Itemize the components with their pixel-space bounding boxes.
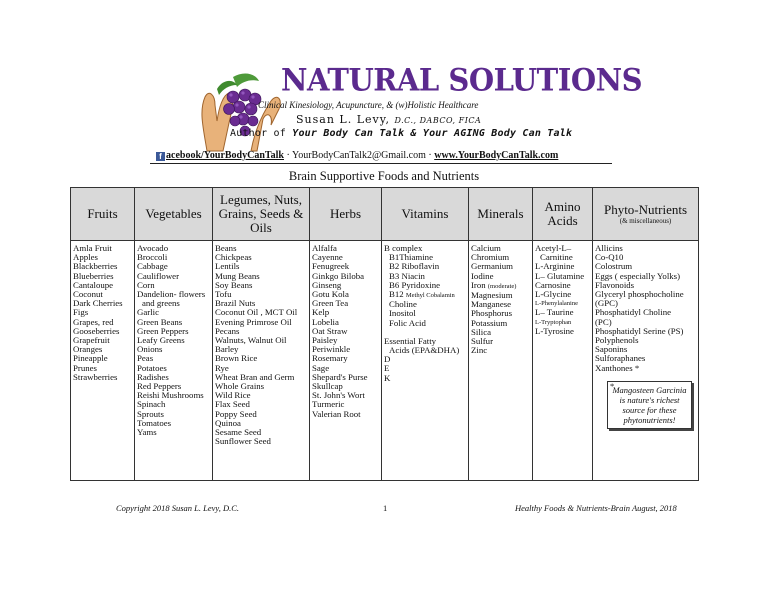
list-item: Leafy Greens bbox=[137, 335, 185, 346]
list-item: Peas bbox=[137, 353, 154, 364]
b-vitamin-list bbox=[384, 253, 466, 328]
phyto-nutrients-cell bbox=[593, 241, 699, 481]
list-item: L– Glutamine bbox=[535, 270, 585, 281]
list-item: Sesame Seed bbox=[215, 427, 262, 438]
author-prefix: Author of bbox=[230, 128, 286, 139]
list-item: Soy Beans bbox=[215, 279, 253, 290]
list-item: Red Peppers bbox=[137, 381, 182, 392]
list-item: Kelp bbox=[312, 307, 330, 318]
list-item: Oranges bbox=[73, 344, 103, 355]
list-item: Phosphorus bbox=[471, 308, 513, 319]
vitamin-name: Folic Acid bbox=[389, 317, 426, 328]
list-item: Flavonoids bbox=[595, 279, 635, 290]
vitamin-name: B2 Riboflavin bbox=[389, 261, 440, 272]
vitamin-name: Inositol bbox=[389, 308, 416, 319]
vitamin-name: B3 Niacin bbox=[389, 270, 425, 281]
iron-note: (moderate) bbox=[487, 282, 517, 290]
list-item: Radishes bbox=[137, 371, 169, 382]
list-item: Yams bbox=[137, 427, 157, 438]
footer-page-number: 1 bbox=[383, 503, 388, 513]
list-item: Grapefruit bbox=[73, 335, 110, 346]
list-item: and greens bbox=[142, 298, 180, 309]
list-item: Germanium bbox=[471, 261, 514, 272]
list-item: Sulforaphanes bbox=[595, 353, 646, 364]
list-item: Coconut bbox=[73, 289, 103, 300]
list-item: Turmeric bbox=[312, 399, 345, 410]
footer-copyright: Copyright 2018 Susan L. Levy, D.C. bbox=[116, 503, 240, 513]
phyto-list bbox=[595, 244, 696, 373]
col-header-amino-acids: Amino Acids bbox=[533, 188, 593, 241]
list-item: Phosphatidyl Serine (PS) bbox=[595, 325, 684, 336]
list-item: Oat Straw bbox=[312, 325, 348, 336]
list-item: Silica bbox=[471, 326, 492, 337]
footer-doc-name: Healthy Foods & Nutrients-Brain August, 2018 bbox=[515, 503, 677, 513]
person-credentials: D.C., DABCO, FICA bbox=[394, 116, 482, 125]
vitamin-tail-list bbox=[384, 355, 466, 383]
col-header-herbs: Herbs bbox=[310, 188, 382, 241]
author-line bbox=[230, 128, 572, 139]
vitamin-name: B1Thiamine bbox=[389, 252, 433, 263]
list-item: Lobelia bbox=[312, 316, 339, 327]
facebook-link[interactable]: acebook/YourBodyCanTalk bbox=[166, 150, 284, 161]
col-header-legumes: Legumes, Nuts, Grains, Seeds & Oils bbox=[213, 188, 310, 241]
list-item: Avocado bbox=[137, 243, 169, 253]
herbs-cell bbox=[310, 241, 382, 481]
list-item: Wheat Bran and Germ bbox=[215, 371, 295, 382]
foods-table bbox=[70, 187, 699, 481]
fruits-cell bbox=[71, 241, 135, 481]
tagline: Clinical Kinesiology, Acupuncture, & (w)Holistic Healthcare bbox=[258, 100, 479, 110]
list-item: L-Arginine bbox=[535, 261, 575, 272]
list-item: E bbox=[384, 363, 390, 374]
list-item: Carnosine bbox=[535, 279, 571, 290]
col-header-vegetables: Vegetables bbox=[135, 188, 213, 241]
list-item: Corn bbox=[137, 279, 155, 290]
minerals-cell bbox=[469, 241, 533, 481]
vitamins-cell bbox=[382, 241, 469, 481]
list-item: Chromium bbox=[471, 252, 510, 263]
list-item: Pineapple bbox=[73, 353, 108, 364]
list-item: Onions bbox=[137, 344, 163, 355]
list-item bbox=[384, 319, 466, 328]
list-item: Tofu bbox=[215, 289, 232, 300]
vitamin-name: Choline bbox=[389, 299, 417, 310]
website-link[interactable]: www.YourBodyCanTalk.com bbox=[434, 150, 559, 161]
list-item: (GPC) bbox=[595, 298, 618, 309]
list-item: Saponins bbox=[595, 344, 628, 355]
list-item: Carnitine bbox=[540, 252, 573, 263]
minerals-list bbox=[471, 244, 530, 281]
list-item: L-Glycine bbox=[535, 289, 572, 300]
list-item: Essential Fatty bbox=[384, 335, 437, 346]
list-item: Prunes bbox=[73, 362, 97, 373]
callout-text: Mangosteen Garcinia is nature's richest source for these phytonutrients! bbox=[612, 384, 687, 425]
list-item: Lentils bbox=[215, 261, 240, 272]
list-item: Eggs ( especially Yolks) bbox=[595, 270, 681, 281]
vitamin-name: B12 bbox=[389, 289, 404, 300]
list-item: Flax Seed bbox=[215, 399, 250, 410]
list-item: Reishi Mushrooms bbox=[137, 390, 204, 401]
list-item: Cabbage bbox=[137, 261, 168, 272]
list-item: Blueberries bbox=[73, 270, 114, 281]
list-item: Grapes, red bbox=[73, 316, 114, 327]
list-item: Fenugreek bbox=[312, 261, 350, 272]
list-item: Garlic bbox=[137, 307, 159, 318]
vitamin-note: Methyl Cobalamin bbox=[405, 292, 455, 300]
list-item: Mung Beans bbox=[215, 270, 260, 281]
list-item: Sunflower Seed bbox=[215, 436, 271, 447]
list-item: Acids (EPA&DHA) bbox=[389, 345, 460, 356]
list-item: Ginkgo Biloba bbox=[312, 270, 365, 281]
list-item: Green Tea bbox=[312, 298, 349, 309]
page-title: Brain Supportive Foods and Nutrients bbox=[288, 169, 480, 183]
iron-label: Iron bbox=[471, 279, 486, 290]
list-item: Coconut Oil , MCT Oil bbox=[215, 307, 298, 318]
list-item: Iodine bbox=[471, 270, 494, 281]
list-item: Acetyl-L– bbox=[535, 243, 572, 253]
list-item: Potassium bbox=[471, 317, 508, 328]
list-item: Whole Grains bbox=[215, 381, 265, 392]
list-item: Evening Primrose Oil bbox=[215, 316, 292, 327]
list-item: Phosphatidyl Choline bbox=[595, 307, 671, 318]
list-item: Chickpeas bbox=[215, 252, 252, 263]
list-item: Figs bbox=[73, 307, 89, 318]
list-item: Gooseberries bbox=[73, 325, 120, 336]
list-item: Polyphenols bbox=[595, 335, 639, 346]
list-item: L-Phenylalanine bbox=[535, 300, 578, 308]
list-item: Walnuts, Walnut Oil bbox=[215, 335, 287, 346]
person-line bbox=[296, 113, 481, 126]
logo bbox=[193, 67, 285, 153]
col-header-vitamins: Vitamins bbox=[382, 188, 469, 241]
separator: · bbox=[428, 150, 432, 161]
list-item: Glyceryl phosphocholine bbox=[595, 289, 684, 300]
list-item: Dandelion- flowers bbox=[137, 289, 206, 300]
list-item: Wild Rice bbox=[215, 390, 251, 401]
phyto-header-sub: (& miscellaneous) bbox=[619, 217, 672, 225]
list-item: Zinc bbox=[471, 345, 488, 356]
list-item: Rye bbox=[215, 362, 229, 373]
list-item: Apples bbox=[73, 252, 98, 263]
list-item: Potatoes bbox=[137, 362, 167, 373]
list-item: Valerian Root bbox=[312, 408, 361, 419]
vegetables-cell bbox=[135, 241, 213, 481]
col-header-fruits: Fruits bbox=[71, 188, 135, 241]
list-item: Tomatoes bbox=[137, 417, 172, 428]
list-item: L– Taurine bbox=[535, 307, 574, 318]
list-item: K bbox=[384, 372, 391, 383]
col-header-minerals: Minerals bbox=[469, 188, 533, 241]
table-header-row bbox=[71, 188, 699, 241]
list-item: Cauliflower bbox=[137, 270, 180, 281]
hands-grapes-icon bbox=[193, 67, 285, 153]
list-item: (PC) bbox=[595, 316, 612, 327]
facebook-icon: f bbox=[156, 152, 165, 161]
list-item: Manganese bbox=[471, 299, 512, 310]
list-item: Beans bbox=[215, 243, 237, 253]
list-item: Poppy Seed bbox=[215, 408, 257, 419]
col-header-phyto-nutrients bbox=[593, 188, 699, 241]
list-item: Rosemary bbox=[312, 353, 348, 364]
list-item: Periwinkle bbox=[312, 344, 351, 355]
legumes-cell bbox=[213, 241, 310, 481]
brand-name: NATURAL SOLUTIONS bbox=[281, 62, 643, 98]
list-item: L-Tyrosine bbox=[535, 325, 574, 336]
list-item: Co-Q10 bbox=[595, 252, 624, 263]
mangosteen-callout bbox=[607, 381, 692, 429]
phyto-header-title: Phyto-Nutrients bbox=[603, 202, 688, 217]
vitamin-name: B6 Pyridoxine bbox=[389, 279, 441, 290]
list-item: Barley bbox=[215, 344, 239, 355]
amino-acids-cell bbox=[533, 241, 593, 481]
list-item: Quinoa bbox=[215, 417, 241, 428]
callout-star: * bbox=[610, 380, 615, 391]
list-item: Xanthones * bbox=[595, 362, 640, 373]
list-item: Strawberries bbox=[73, 371, 118, 382]
list-item: Magnesium bbox=[471, 290, 513, 301]
list-item: Calcium bbox=[471, 243, 501, 253]
minerals-list-continued bbox=[471, 291, 530, 355]
list-item: Blackberries bbox=[73, 261, 118, 272]
list-item: Shepard's Purse bbox=[312, 371, 368, 382]
list-item: Cayenne bbox=[312, 252, 343, 263]
list-item: Sage bbox=[312, 362, 330, 373]
list-item: L-Tryptophan bbox=[535, 318, 572, 326]
list-item: Sulfur bbox=[471, 336, 493, 347]
email-link[interactable]: YourBodyCanTalk2@Gmail.com bbox=[291, 150, 426, 161]
list-item: D bbox=[384, 354, 391, 365]
list-item: Spinach bbox=[137, 399, 166, 410]
list-item: St. John's Wort bbox=[312, 390, 365, 401]
list-item: Ginseng bbox=[312, 279, 342, 290]
list-item: Brown Rice bbox=[215, 353, 258, 364]
list-item: Pecans bbox=[215, 325, 240, 336]
list-item: Colostrum bbox=[595, 261, 633, 272]
author-books: Your Body Can Talk & Your AGING Body Can Talk bbox=[292, 128, 573, 139]
separator: · bbox=[286, 150, 290, 161]
header-divider bbox=[150, 163, 612, 164]
list-item: Brazil Nuts bbox=[215, 298, 256, 309]
list-item: Sprouts bbox=[137, 408, 164, 419]
list-item: Allicins bbox=[595, 243, 623, 253]
list-item: B complex bbox=[384, 243, 423, 253]
list-item: Green Peppers bbox=[137, 325, 189, 336]
list-item: Broccoli bbox=[137, 252, 168, 263]
list-item: Skullcap bbox=[312, 381, 343, 392]
list-item: Dark Cherries bbox=[73, 298, 123, 309]
table-row bbox=[71, 241, 699, 481]
list-item: Alfalfa bbox=[312, 243, 337, 253]
list-item: Paisley bbox=[312, 335, 338, 346]
list-item: Amla Fruit bbox=[73, 243, 112, 253]
list-item: Green Beans bbox=[137, 316, 183, 327]
list-item: Gotu Kola bbox=[312, 289, 349, 300]
person-name: Susan L. Levy, bbox=[296, 113, 390, 126]
list-item: Cantaloupe bbox=[73, 279, 114, 290]
contact-line bbox=[156, 150, 558, 161]
